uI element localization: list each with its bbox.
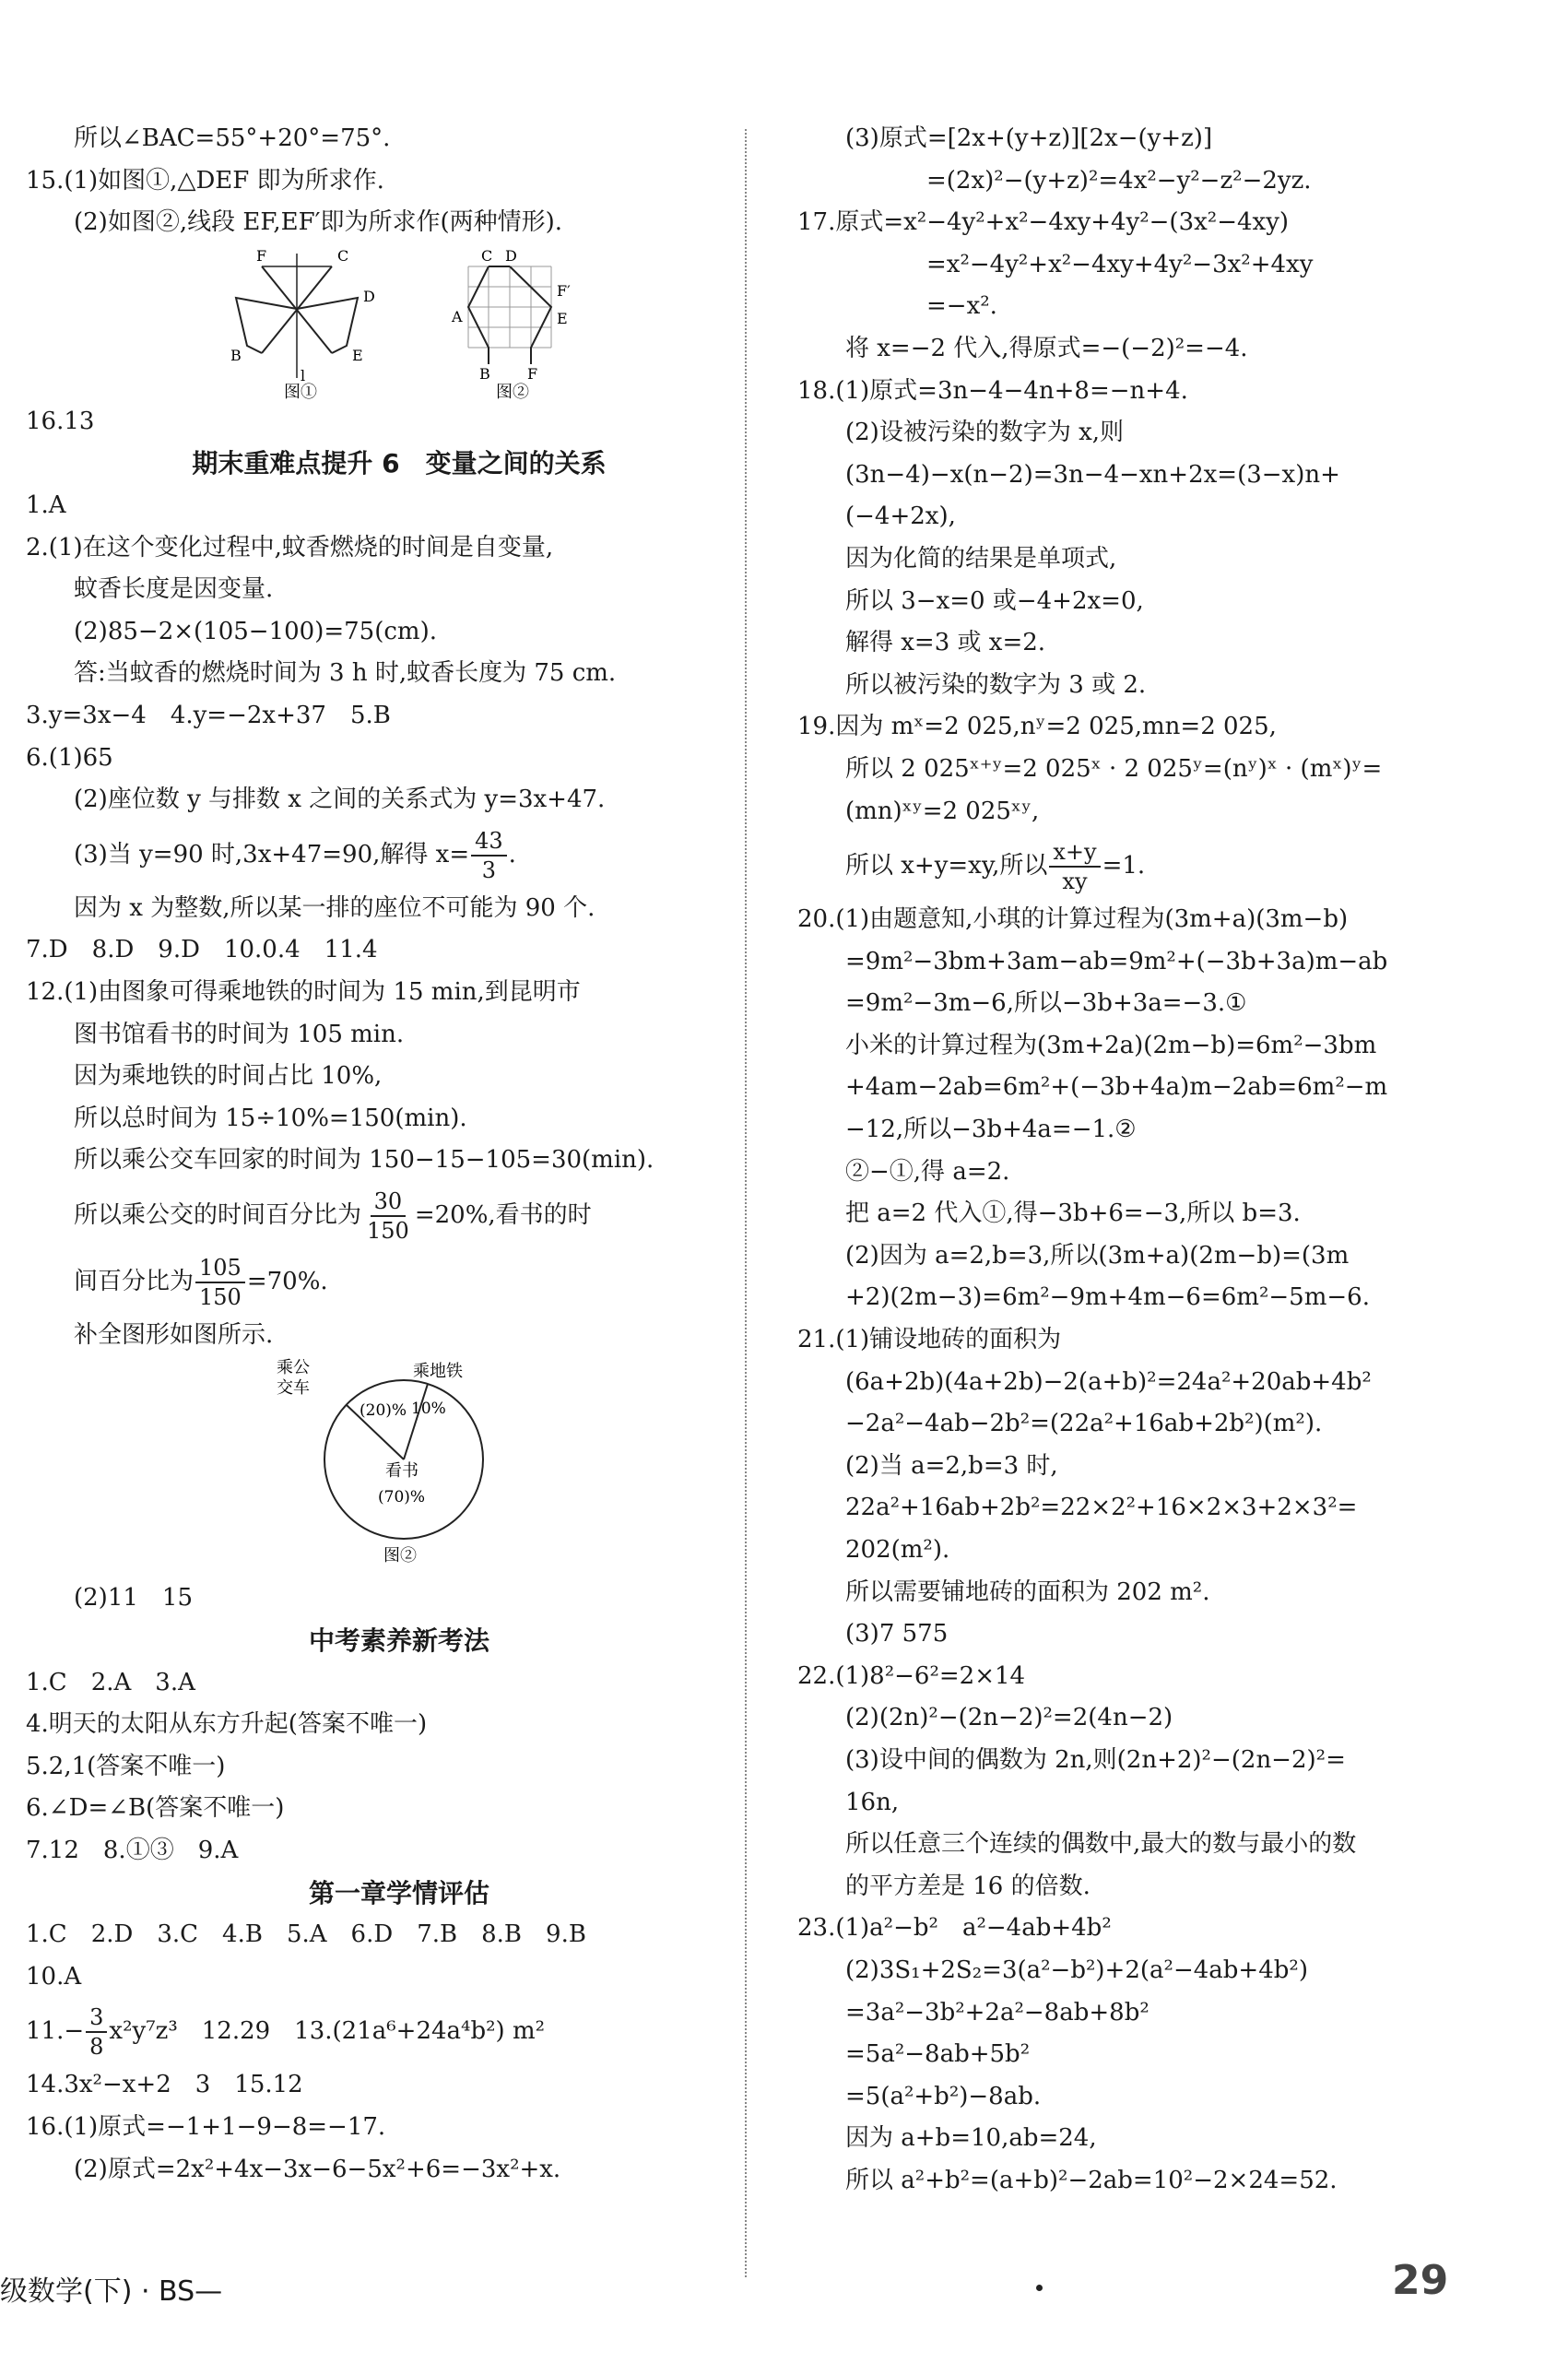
pie-divider-line <box>404 1384 428 1459</box>
text-segment: x²y⁷z³ 12.29 13.(21a⁶+24a⁴b²) m² <box>109 2017 546 2046</box>
text-line: 1.A <box>26 490 66 519</box>
text-line: 23.(1)a²−b² a²−4ab+4b² <box>797 1914 1112 1943</box>
text-line: +2)(2m−3)=6m²−9m+4m−6=6m²−5m−6. <box>845 1283 1370 1312</box>
text-line: =−x². <box>926 292 997 321</box>
text-line: =9m²−3m−6,所以−3b+3a=−3.① <box>845 989 1247 1018</box>
fraction <box>471 827 507 884</box>
fraction-numerator: 3 <box>86 2003 107 2033</box>
text-segment: =20%,看书的时 <box>414 1200 592 1229</box>
text-line: 22a²+16ab+2b²=22×2²+16×2×3+2×3²= <box>845 1494 1358 1522</box>
fraction-denominator: 3 <box>481 857 497 883</box>
text-segment: =1. <box>1102 852 1146 880</box>
label-A: A <box>452 307 463 325</box>
label-E: E <box>352 346 363 364</box>
fraction-denominator: 8 <box>89 2034 104 2061</box>
text-line: =5a²−8ab+5b² <box>845 2040 1031 2069</box>
text-line <box>26 1248 736 1315</box>
text-line: −12,所以−3b+4a=−1.② <box>845 1116 1137 1144</box>
text-line: 3.y=3x−4 4.y=−2x+37 5.B <box>26 701 391 729</box>
section-heading: 期末重难点提升 6 变量之间的关系 <box>192 448 607 479</box>
dot-mark <box>1036 2285 1043 2291</box>
text-line: (6a+2b)(4a+2b)−2(a+b)²=24a²+20ab+4b² <box>845 1367 1372 1396</box>
text-line: =(2x)²−(y+z)²=4x²−y²−z²−2yz. <box>926 166 1312 195</box>
text-line: (2)(2n)²−(2n−2)²=2(4n−2) <box>845 1704 1173 1732</box>
pie-pct-read: (70)% <box>378 1488 426 1507</box>
fraction-numerator: x+y <box>1049 838 1100 868</box>
text-line: (2)11 15 <box>74 1584 193 1613</box>
text-line: 15.(1)如图①,△DEF 即为所求作. <box>26 166 384 195</box>
fraction-numerator: 30 <box>371 1187 407 1217</box>
label-B: B <box>230 346 242 364</box>
text-line: 14.3x²−x+2 3 15.12 <box>26 2071 303 2099</box>
text-line: 因为 x 为整数,所以某一排的座位不可能为 90 个. <box>74 893 595 922</box>
text-line: 因为乘地铁的时间占比 10%, <box>74 1062 383 1091</box>
text-line: 1.C 2.D 3.C 4.B 5.A 6.D 7.B 8.B 9.B <box>26 1920 586 1949</box>
text-line: (−4+2x), <box>845 502 956 531</box>
text-line: 21.(1)铺设地砖的面积为 <box>797 1326 1062 1354</box>
text-line: =x²−4y²+x²−4xy+4y²−3x²+4xy <box>926 250 1314 278</box>
text-line: 答:当蚊香的燃烧时间为 3 h 时,蚊香长度为 75 cm. <box>74 659 617 688</box>
fraction <box>1049 838 1100 895</box>
figure-caption: 图② <box>383 1546 417 1566</box>
text-line: 所以被污染的数字为 3 或 2. <box>845 670 1147 699</box>
fraction <box>195 1254 245 1311</box>
right-column <box>797 118 1507 2203</box>
text-line: 的平方差是 16 的倍数. <box>845 1872 1091 1900</box>
text-line: 所以∠BAC=55°+20°=75°. <box>74 124 391 152</box>
label-C: C <box>337 246 349 265</box>
text-line: (3)7 575 <box>845 1620 949 1648</box>
column-divider <box>745 129 747 2277</box>
text-line: 所以总时间为 15÷10%=150(min). <box>74 1104 467 1132</box>
text-line: (3n−4)−x(n−2)=3n−4−xn+2x=(3−x)n+ <box>845 460 1340 489</box>
pie-label-metro: 乘地铁 <box>413 1362 463 1382</box>
label-D: D <box>363 287 375 305</box>
text-line: (2)3S₁+2S₂=3(a²−b²)+2(a²−4ab+4b²) <box>845 1955 1308 1984</box>
text-line: 16.13 <box>26 407 95 435</box>
label-F-prime: F′ <box>557 281 571 300</box>
text-line: 所以需要铺地砖的面积为 202 m². <box>845 1577 1210 1606</box>
fraction-numerator: 105 <box>195 1254 245 1283</box>
text-line: (3)当 y=90 时,3x+47=90,解得 x= $\frac{43}{3}$ . <box>74 827 516 883</box>
figure-caption: 图① <box>284 382 317 401</box>
figure-caption: 图② <box>496 382 529 401</box>
text-line: ②−①,得 a=2. <box>845 1157 1010 1186</box>
text-line: 6.(1)65 <box>26 743 113 772</box>
text-line <box>797 833 1507 899</box>
text-segment: 11.− <box>26 2017 85 2046</box>
text-line: 2.(1)在这个变化过程中,蚊香燃烧的时间是自变量, <box>26 533 554 561</box>
text-line: −2a²−4ab−2b²=(22a²+16ab+2b²)(m²). <box>845 1410 1323 1438</box>
text-line: 5.2,1(答案不唯一) <box>26 1752 226 1780</box>
fraction-numerator: 43 <box>471 827 507 857</box>
text-line: 把 a=2 代入①,得−3b+6=−3,所以 b=3. <box>845 1199 1301 1228</box>
left-column <box>26 118 736 2191</box>
text-line: 4.明天的太阳从东方升起(答案不唯一) <box>26 1710 428 1739</box>
text-line: 蚊香长度是因变量. <box>74 575 274 604</box>
text-line: (2)85−2×(105−100)=75(cm). <box>74 617 437 645</box>
text-line: 图书馆看书的时间为 105 min. <box>74 1020 405 1048</box>
fraction <box>363 1187 413 1245</box>
text-line: 所以乘公交车回家的时间为 150−15−105=30(min). <box>74 1146 654 1175</box>
text-line: (2)设被污染的数字为 x,则 <box>845 419 1125 447</box>
text-line: 22.(1)8²−6²=2×14 <box>797 1661 1026 1690</box>
label-E: E <box>557 309 568 327</box>
text-line: (mn)ˣʸ=2 025ˣʸ, <box>845 797 1040 825</box>
figure-row <box>26 244 736 401</box>
label-F: F <box>527 364 538 383</box>
text-line: (2)原式=2x²+4x−3x−6−5x²+6=−3x²+x. <box>74 2155 561 2183</box>
text-line: 所以任意三个连续的偶数中,最大的数与最小的数 <box>845 1830 1357 1859</box>
text-line: 所以 3−x=0 或−4+2x=0, <box>845 586 1144 615</box>
text-line: 19.因为 mˣ=2 025,nʸ=2 025,mn=2 025, <box>797 713 1277 741</box>
text-segment: (3)当 y=90 时,3x+47=90,解得 x= <box>74 840 470 868</box>
footer-book-title: 级数学(下) · BS— <box>0 2275 223 2308</box>
text-line: +4am−2ab=6m²+(−3b+4a)m−2ab=6m²−m <box>845 1073 1388 1102</box>
text-line: (2)因为 a=2,b=3,所以(3m+a)(2m−b)=(3m <box>845 1241 1350 1270</box>
text-line: 解得 x=3 或 x=2. <box>845 629 1046 657</box>
text-line: 7.12 8.①③ 9.A <box>26 1837 239 1865</box>
text-line: 将 x=−2 代入,得原式=−(−2)²=−4. <box>845 334 1248 362</box>
section-heading: 中考素养新考法 <box>308 1625 489 1657</box>
text-segment: 所以乘公交的时间百分比为 <box>74 1200 362 1229</box>
label-D: D <box>505 246 517 265</box>
text-line: 16.(1)原式=−1+1−9−8=−17. <box>26 2113 386 2141</box>
fraction-denominator: xy <box>1062 868 1088 895</box>
text-line: 所以 2 025ˣ⁺ʸ=2 025ˣ · 2 025ʸ=(nʸ)ˣ · (mˣ)ʸ= <box>845 754 1383 783</box>
text-line: 小米的计算过程为(3m+2a)(2m−b)=6m²−3bm <box>845 1031 1377 1059</box>
fraction-denominator: 150 <box>199 1283 242 1310</box>
text-line: 16n, <box>845 1788 900 1816</box>
label-C: C <box>481 246 493 265</box>
section-heading: 第一章学情评估 <box>308 1877 489 1908</box>
text-line: 补全图形如图所示. <box>74 1320 274 1349</box>
text-line: (2)座位数 y 与排数 x 之间的关系式为 y=3x+47. <box>74 786 606 814</box>
text-line: =5(a²+b²)−8ab. <box>845 2082 1042 2110</box>
text-line: 202(m²). <box>845 1536 950 1564</box>
text-line: =9m²−3bm+3am−ab=9m²+(−3b+3a)m−ab <box>845 947 1388 975</box>
text-line: =3a²−3b²+2a²−8ab+8b² <box>845 1998 1149 2026</box>
pie-label-read: 看书 <box>385 1461 419 1482</box>
fraction-denominator: 150 <box>367 1217 409 1244</box>
text-line: 7.D 8.D 9.D 10.0.4 11.4 <box>26 936 378 964</box>
text-line: (3)原式=[2x+(y+z)][2x−(y+z)] <box>845 124 1213 152</box>
pie-figure <box>26 1356 736 1577</box>
pie-pct-bus: (20)% <box>360 1401 407 1421</box>
text-line: 10.A <box>26 1962 82 1991</box>
pie-label-bus-1: 乘公 <box>277 1358 310 1378</box>
pie-label-bus-2: 交车 <box>277 1378 310 1399</box>
text-segment: =70%. <box>246 1267 328 1295</box>
text-line: 因为化简的结果是单项式, <box>845 544 1117 573</box>
text-line <box>26 1998 736 2064</box>
label-F: F <box>256 246 267 265</box>
page-number: 29 <box>1392 2257 1449 2304</box>
text-line: 1.C 2.A 3.A <box>26 1668 195 1696</box>
geometry-figure-1 <box>219 244 376 401</box>
text-line: 20.(1)由题意知,小琪的计算过程为(3m+a)(3m−b) <box>797 905 1349 934</box>
text-line: 12.(1)由图象可得乘地铁的时间为 15 min,到昆明市 <box>26 977 581 1006</box>
text-segment: 间百分比为 <box>74 1267 195 1295</box>
text-line <box>26 1182 736 1248</box>
geometry-figure-2 <box>431 244 588 401</box>
text-segment: 所以 x+y=xy,所以 <box>845 852 1048 880</box>
text-line: (2)如图②,线段 EF,EF′即为所求作(两种情形). <box>74 208 563 237</box>
text-line: 17.原式=x²−4y²+x²−4xy+4y²−(3x²−4xy) <box>797 208 1290 237</box>
text-line: 因为 a+b=10,ab=24, <box>845 2124 1097 2153</box>
fraction <box>86 2003 107 2061</box>
label-l: l <box>301 366 306 384</box>
text-line: 所以 a²+b²=(a+b)²−2ab=10²−2×24=52. <box>845 2166 1338 2194</box>
text-line: 18.(1)原式=3n−4−4n+8=−n+4. <box>797 376 1188 405</box>
text-line: 6.∠D=∠B(答案不唯一) <box>26 1794 285 1823</box>
pie-pct-metro: 10% <box>411 1400 446 1419</box>
text-line: (2)当 a=2,b=3 时, <box>845 1451 1058 1480</box>
pie-chart <box>275 1356 514 1577</box>
label-B: B <box>479 364 490 383</box>
text-line: (3)设中间的偶数为 2n,则(2n+2)²−(2n−2)²= <box>845 1745 1346 1774</box>
